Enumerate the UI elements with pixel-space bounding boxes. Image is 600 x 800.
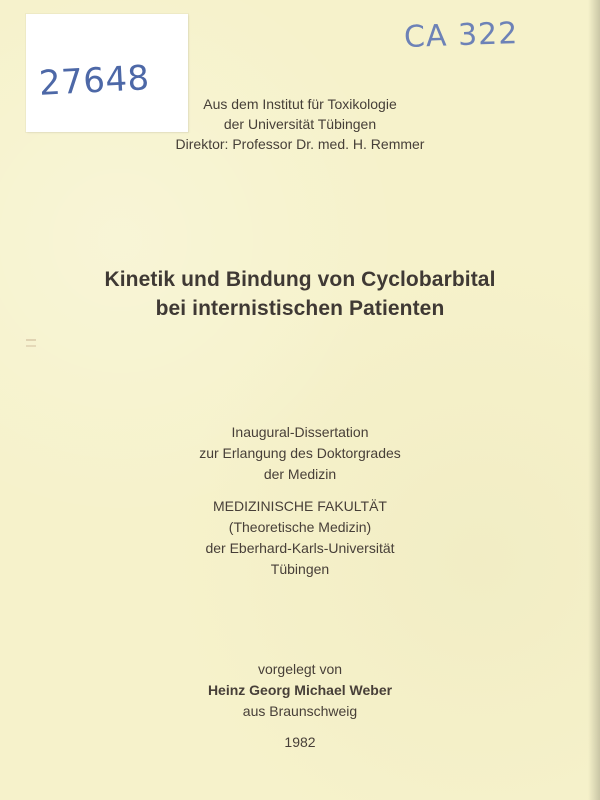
title-line-1: Kinetik und Bindung von Cyclobarbital: [104, 268, 496, 291]
institute-line-1: Aus dem Institut für Toxikologie: [203, 96, 397, 112]
faculty-block: [150, 496, 450, 580]
thesis-title: [60, 265, 540, 323]
dissertation-line-3: der Medizin: [263, 466, 337, 482]
catalog-number: 27648: [38, 58, 151, 104]
submitted-by-label: vorgelegt von: [257, 661, 343, 677]
title-line-2: bei internistischen Patienten: [155, 297, 445, 320]
faculty-line-4: Tübingen: [270, 561, 330, 577]
author-name: Heinz Georg Michael Weber: [207, 682, 393, 698]
submission-block: [150, 659, 450, 753]
dissertation-description: [150, 422, 450, 485]
author-origin: aus Braunschweig: [242, 703, 358, 719]
faculty-line-3: der Eberhard-Karls-Universität: [205, 540, 395, 556]
dissertation-line-2: zur Erlangung des Doktorgrades: [199, 445, 401, 461]
institute-line-3: Direktor: Professor Dr. med. H. Remmer: [175, 136, 425, 152]
institute-header: [150, 94, 450, 154]
institute-line-2: der Universität Tübingen: [223, 116, 377, 132]
page-edge-shadow: [588, 0, 600, 800]
faculty-line-2: (Theoretische Medizin): [228, 519, 372, 535]
shelf-mark: CA 322: [403, 16, 519, 55]
publication-year: 1982: [284, 734, 316, 750]
binding-mark: [26, 335, 36, 363]
faculty-line-1: MEDIZINISCHE FAKULTÄT: [213, 498, 387, 514]
dissertation-line-1: Inaugural-Dissertation: [231, 424, 369, 440]
